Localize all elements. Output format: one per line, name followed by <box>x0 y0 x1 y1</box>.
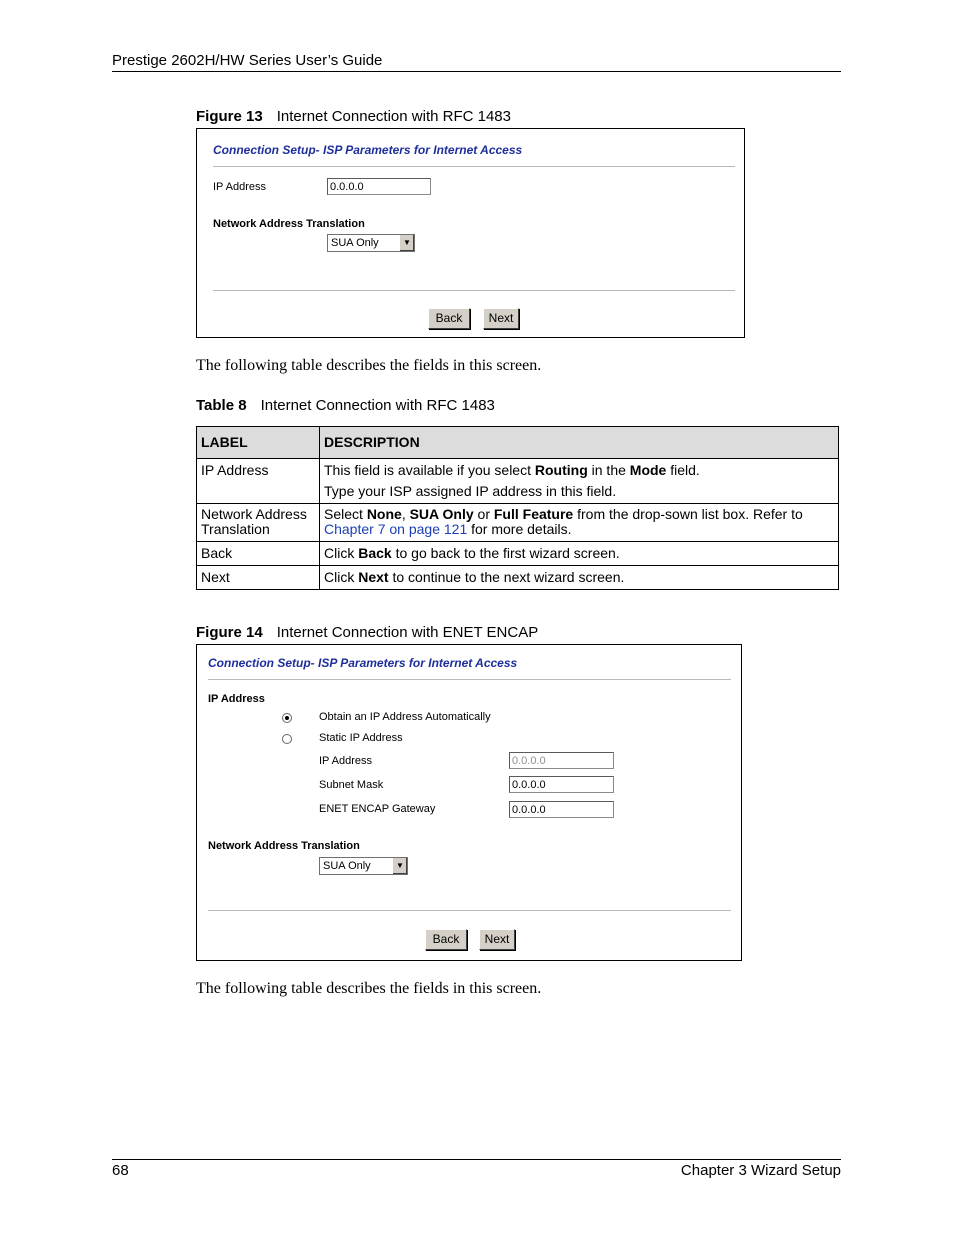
radio-static-ip[interactable] <box>282 734 292 744</box>
row-description: Click Next to continue to the next wizard screen. <box>320 566 839 590</box>
row-label: IP Address <box>197 459 320 504</box>
subnet-mask-label: Subnet Mask <box>319 779 384 791</box>
nat-select-value: SUA Only <box>323 860 371 872</box>
gateway-label: ENET ENCAP Gateway <box>319 803 436 815</box>
ip-section-label: IP Address <box>208 693 265 705</box>
next-button[interactable]: Next <box>479 929 515 950</box>
nat-select[interactable] <box>319 857 408 875</box>
table-8-label: Table 8 <box>196 397 247 414</box>
table-row <box>197 542 839 566</box>
gateway-input[interactable]: 0.0.0.0 <box>509 801 614 818</box>
row-description <box>320 459 839 504</box>
subnet-mask-input[interactable]: 0.0.0.0 <box>509 776 614 793</box>
divider <box>213 290 735 291</box>
nat-label: Network Address Translation <box>208 840 360 852</box>
row-label: Back <box>197 542 320 566</box>
next-button[interactable]: Next <box>483 308 519 329</box>
ip-address-input[interactable]: 0.0.0.0 <box>327 178 431 195</box>
radio-auto-ip[interactable] <box>282 713 292 723</box>
chapter-title: Chapter 3 Wizard Setup <box>680 1162 841 1179</box>
table-intro: The following table describes the fields in this screen. <box>196 357 542 374</box>
row-label: Next <box>197 566 320 590</box>
figure-14-caption <box>196 624 538 641</box>
table-header-row <box>197 427 839 459</box>
back-button[interactable]: Back <box>425 929 467 950</box>
back-button[interactable]: Back <box>428 308 470 329</box>
table-row <box>197 459 839 504</box>
row-description: Select None, SUA Only or Full Feature from the drop-sown list box. Refer to Chapter 7 on page 121 for more details. <box>320 504 839 542</box>
description-line: This field is available if you select Routing in the Mode field. <box>324 462 700 478</box>
figure-13-label: Figure 13 <box>196 108 263 125</box>
column-header-label: LABEL <box>197 427 320 459</box>
figure-13-caption <box>196 108 511 125</box>
page-number: 68 <box>112 1162 129 1179</box>
footer-rule <box>112 1159 841 1160</box>
table-8-title: Internet Connection with RFC 1483 <box>260 397 495 414</box>
nat-select-value: SUA Only <box>331 237 379 249</box>
figure-14-screenshot <box>196 644 742 961</box>
chapter-7-link[interactable]: Chapter 7 on page 121 <box>324 521 468 537</box>
figure-14-title: Internet Connection with ENET ENCAP <box>276 624 539 641</box>
auto-ip-label: Obtain an IP Address Automatically <box>319 711 491 723</box>
nat-label: Network Address Translation <box>213 218 365 230</box>
table-row <box>197 566 839 590</box>
ip-address-label: IP Address <box>213 181 266 193</box>
divider <box>213 166 735 167</box>
figure-13-title: Internet Connection with RFC 1483 <box>276 108 511 125</box>
column-header-description: DESCRIPTION <box>320 427 839 459</box>
table-intro: The following table describes the fields in this screen. <box>196 980 542 997</box>
screen-title: Connection Setup- ISP Parameters for Internet Access <box>213 143 523 157</box>
static-ip-label: Static IP Address <box>319 732 403 744</box>
header-rule <box>112 71 841 72</box>
chevron-down-icon[interactable]: ▼ <box>399 235 414 251</box>
row-label: Network Address Translation <box>197 504 320 542</box>
description-line: Type your ISP assigned IP address in this field. <box>324 483 617 499</box>
table-8-caption <box>196 397 495 414</box>
divider <box>208 910 731 911</box>
table-row <box>197 504 839 542</box>
screen-title: Connection Setup- ISP Parameters for Internet Access <box>208 656 518 670</box>
ip-address-input[interactable]: 0.0.0.0 <box>509 752 614 769</box>
row-description: Click Back to go back to the first wizard screen. <box>320 542 839 566</box>
nat-select[interactable] <box>327 234 415 252</box>
ip-address-label: IP Address <box>319 755 372 767</box>
divider <box>208 679 731 680</box>
chevron-down-icon[interactable]: ▼ <box>392 858 407 874</box>
figure-14-label: Figure 14 <box>196 624 263 641</box>
description-table <box>196 426 839 590</box>
figure-13-screenshot <box>196 128 745 338</box>
running-header: Prestige 2602H/HW Series User’s Guide <box>112 52 383 69</box>
